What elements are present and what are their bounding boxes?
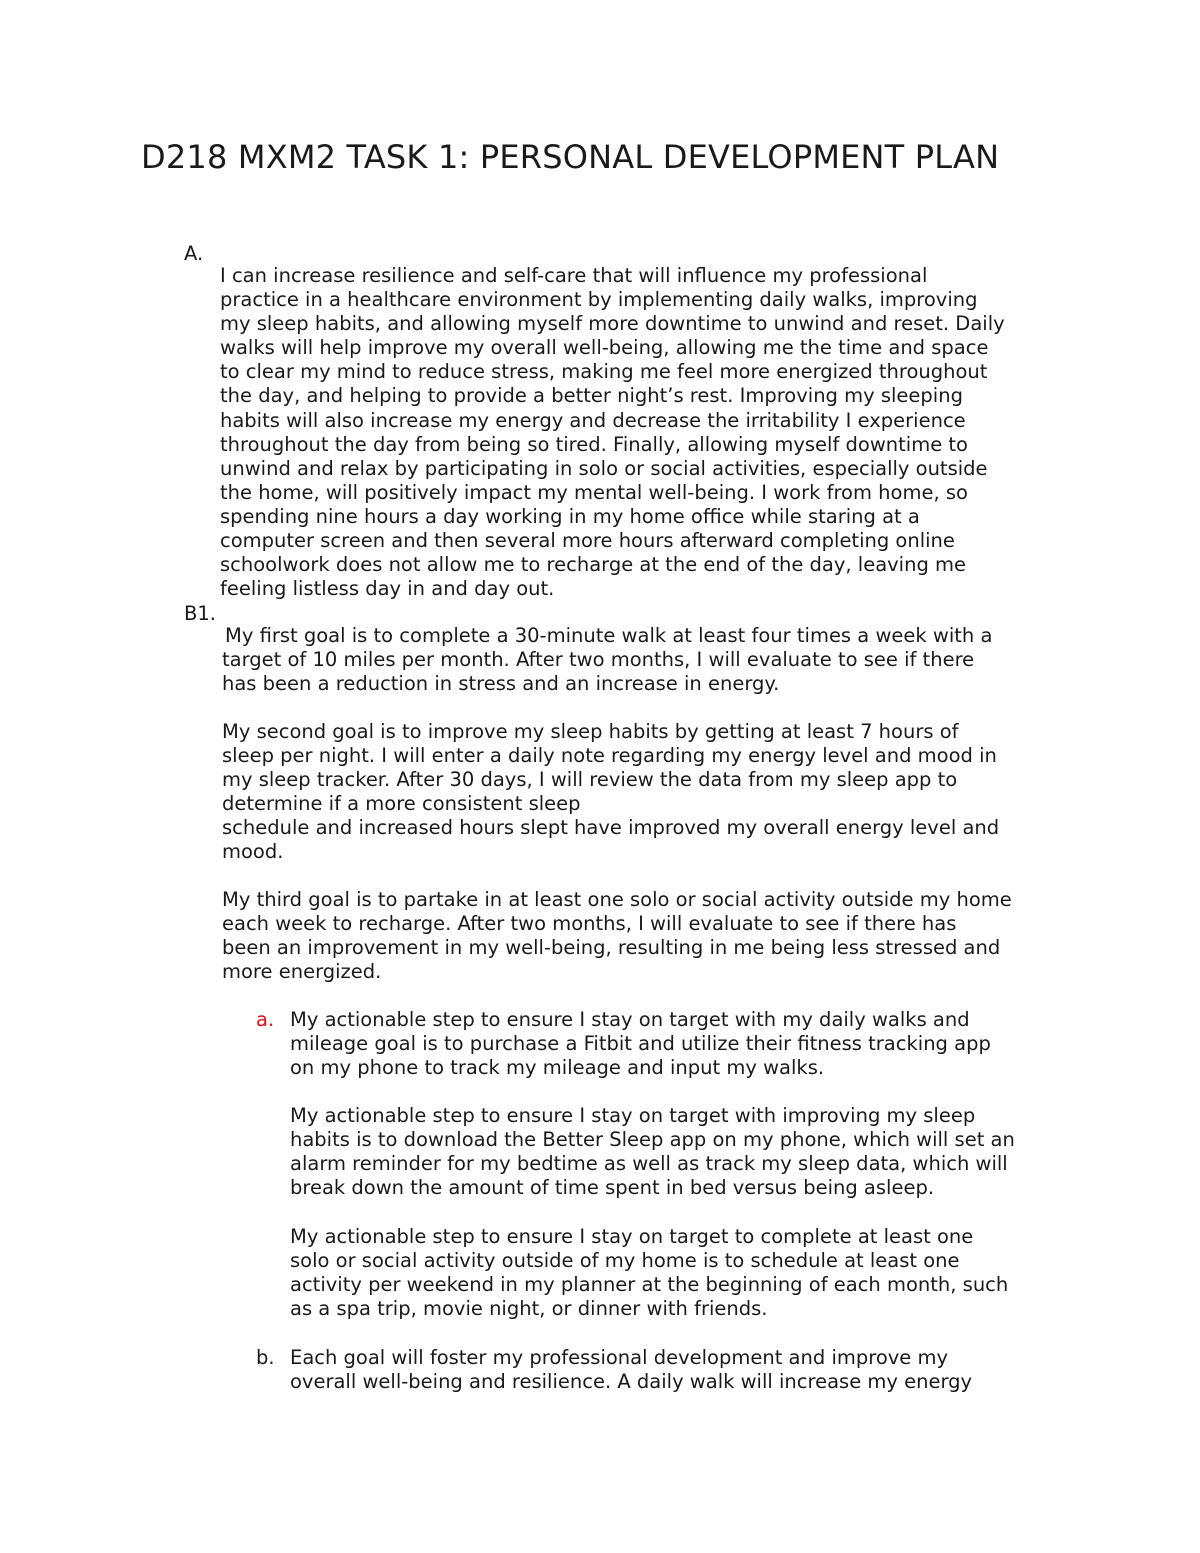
document-title: D218 MXM2 TASK 1: PERSONAL DEVELOPMENT PLAN [141,138,1000,176]
actionable-step-3-line: as a spa trip, movie night, or dinner with friends. [290,1297,768,1321]
actionable-step-2-paragraph [290,1104,1015,1200]
actionable-step-1-line: mileage goal is to purchase a Fitbit and utilize their fitness tracking app [290,1032,991,1056]
section-a-line: schoolwork does not allow me to recharge at the end of the day, leaving me [220,553,967,577]
actionable-step-2-line: My actionable step to ensure I stay on target with improving my sleep [290,1104,976,1127]
section-b1-marker: B1. [184,602,216,625]
actionable-step-2-line: alarm reminder for my bedtime as well as track my sleep data, which will [290,1152,1008,1176]
goal-2-line: My second goal is to improve my sleep habits by getting at least 7 hours of [222,720,959,743]
section-a-paragraph [220,264,1005,601]
section-a-line: throughout the day from being so tired. Finally, allowing myself downtime to [220,432,968,456]
section-a-line: feeling listless day in and day out. [220,577,555,601]
section-a-line: habits will also increase my energy and decrease the irritability I experience [220,408,966,432]
goal-3-line: more energized. [222,960,382,984]
goal-3-line: each week to recharge. After two months, I will evaluate to see if there has [222,912,957,936]
goal-3-line: My third goal is to partake in at least one solo or social activity outside my home [222,888,1012,911]
goal-2-line: schedule and increased hours slept have improved my overall energy level and [222,816,1000,840]
section-a-line: my sleep habits, and allowing myself more downtime to unwind and reset. Daily [220,312,1005,336]
actionable-step-2-line: habits is to download the Better Sleep app on my phone, which will set an [290,1128,1015,1152]
section-a-line: spending nine hours a day working in my home office while staring at a [220,504,920,528]
section-a-line: practice in a healthcare environment by implementing daily walks, improving [220,288,978,312]
section-a-line: walks will help improve my overall well-being, allowing me the time and space [220,336,989,360]
goal-3-paragraph [222,888,1012,984]
goal-3-line: been an improvement in my well-being, resulting in me being less stressed and [222,936,1001,960]
goal-2-line: determine if a more consistent sleep [222,792,581,816]
actionable-step-3-line: My actionable step to ensure I stay on target to complete at least one [290,1225,974,1248]
sub-b-paragraph [290,1346,972,1394]
section-a-line: the home, will positively impact my mental well-being. I work from home, so [220,480,968,504]
goal-1-line: has been a reduction in stress and an increase in energy. [222,672,780,696]
section-a-line: the day, and helping to provide a better night’s rest. Improving my sleeping [220,384,963,408]
sub-b-line: overall well-being and resilience. A daily walk will increase my energy [290,1370,973,1394]
section-a-line: to clear my mind to reduce stress, making me feel more energized throughout [220,360,988,384]
actionable-step-3-line: solo or social activity outside of my home is to schedule at least one [290,1249,960,1273]
goal-1-paragraph [222,624,992,696]
section-a-line: unwind and relax by participating in solo or social activities, especially outside [220,456,988,480]
section-a-line: I can increase resilience and self-care that will influence my professional [220,264,928,287]
sub-b-marker: b. [256,1346,275,1369]
actionable-step-1-line: on my phone to track my mileage and input my walks. [290,1056,825,1080]
goal-1-line: target of 10 miles per month. After two months, I will evaluate to see if there [222,648,975,672]
actionable-step-3-line: activity per weekend in my planner at the beginning of each month, such [290,1273,1009,1297]
goal-1-line: My first goal is to complete a 30-minute walk at least four times a week with a [225,624,993,647]
goal-2-paragraph [222,720,999,865]
sub-b-line: Each goal will foster my professional development and improve my [290,1346,949,1369]
section-a-line: computer screen and then several more hours afterward completing online [220,529,955,553]
actionable-step-3-paragraph [290,1225,1008,1321]
goal-2-line: my sleep tracker. After 30 days, I will review the data from my sleep app to [222,768,958,792]
goal-2-line: sleep per night. I will enter a daily note regarding my energy level and mood in [222,744,997,768]
sub-a-marker: a. [256,1008,275,1031]
goal-2-line: mood. [222,840,284,864]
actionable-step-1-paragraph [290,1008,991,1080]
actionable-step-2-line: break down the amount of time spent in bed versus being asleep. [290,1176,935,1200]
actionable-step-1-line: My actionable step to ensure I stay on target with my daily walks and [290,1008,970,1031]
section-a-marker: A. [184,242,204,265]
